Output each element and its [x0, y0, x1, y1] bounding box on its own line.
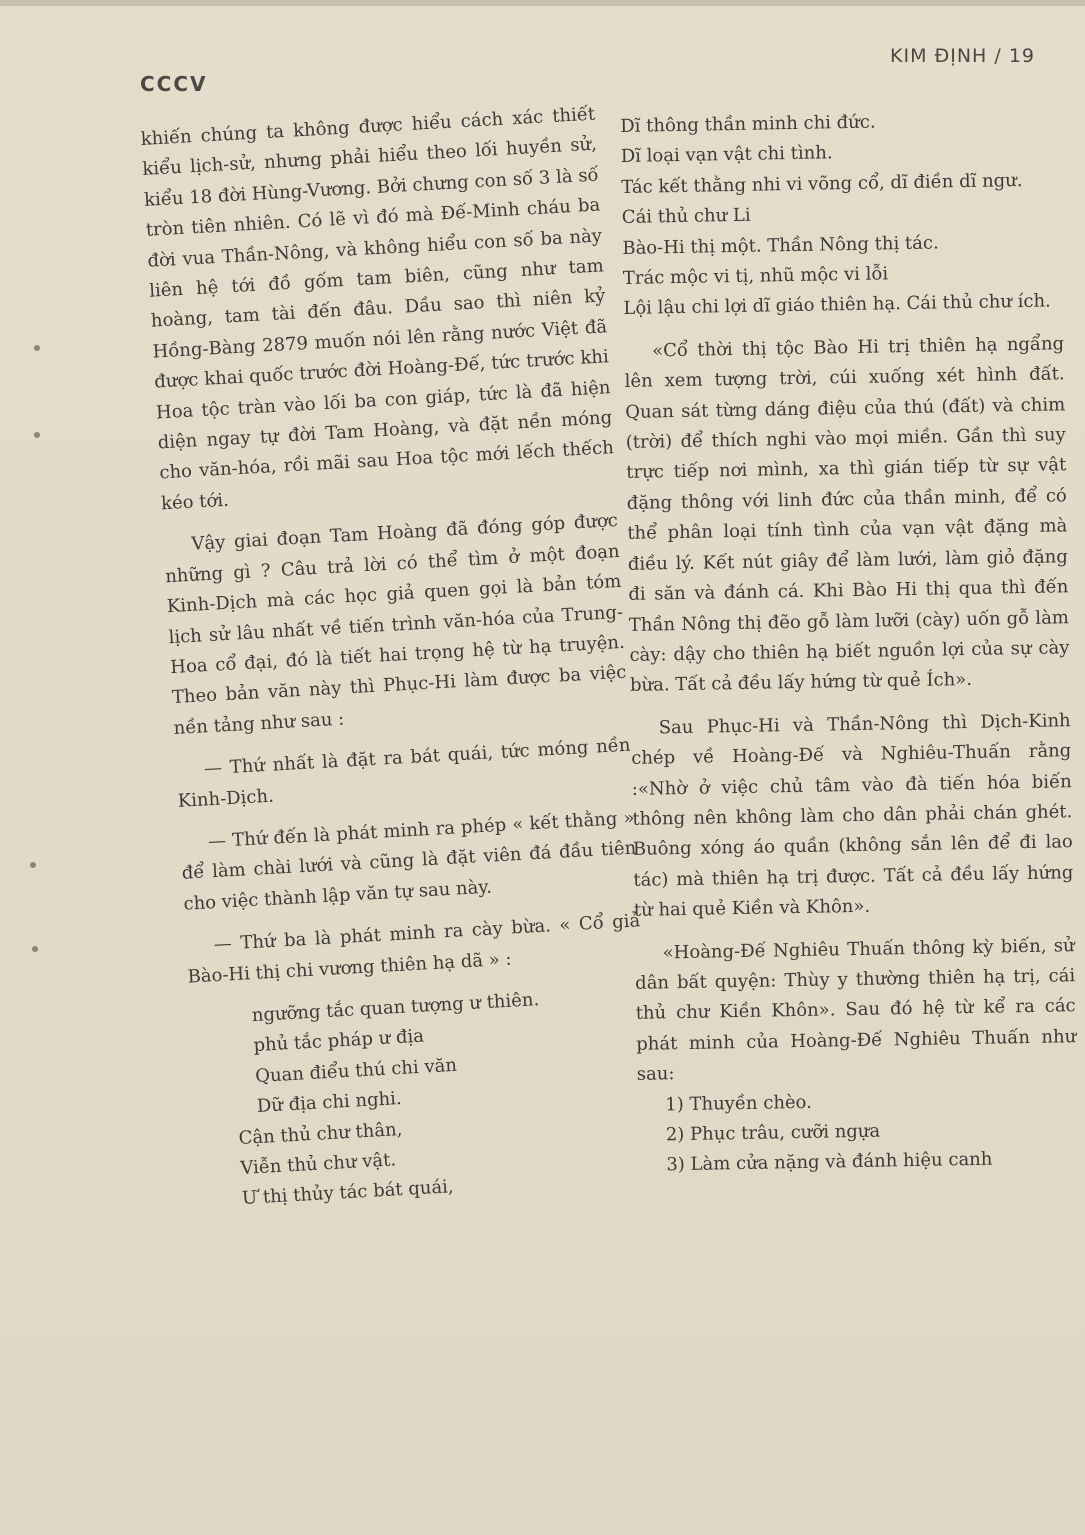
- verse-line: Cái thủ chư Li: [621, 204, 751, 229]
- verse-line: Viễn thủ chư vật.: [239, 1149, 397, 1180]
- list-item: 1) Thuyền chèo.: [665, 1091, 813, 1115]
- list-item: 3) Làm cửa nặng và đánh hiệu canh: [666, 1149, 993, 1176]
- verse-line: Bào-Hi thị một. Thần Nông thị tác.: [622, 232, 939, 259]
- verse-line: Dữ địa chi nghi.: [256, 1088, 403, 1118]
- paragraph: Vậy giai đoạn Tam Hoàng đã đóng góp được những gì ? Câu trả lời có thể tìm ở một đoạn Kinh-Dịch mà các học giả quen gọi là bản tóm lịch sử lâu nhất về tiến trình văn-hóa của Trung-Hoa cổ đại, đó là tiết hai trọng hệ từ hạ truyện. Theo bản văn này thì Phục-Hi làm được ba việc nền tảng như sau :: [164, 510, 627, 739]
- verse-line: Trác mộc vi tị, nhũ mộc vi lỗi: [622, 263, 889, 290]
- verse-line: Quan điểu thú chi văn: [254, 1054, 458, 1087]
- bind-hole-mark: [32, 946, 38, 952]
- verse-line: Lội lậu chi lợi dĩ giáo thiên hạ. Cái thủ chư ích.: [623, 290, 1052, 320]
- verse-line: Dĩ loại vạn vật chi tình.: [620, 142, 833, 168]
- right-column: [620, 104, 1079, 1181]
- page-code: CCCV: [140, 72, 208, 96]
- verse-line: Ư thị thủy tác bát quái,: [241, 1176, 455, 1210]
- bind-hole-mark: [34, 432, 40, 438]
- paragraph: Sau Phục-Hi và Thần-Nông thì Dịch-Kinh chép về Hoàng-Đế và Nghiêu-Thuấn rằng :«Nhờ ở việc chủ tâm vào đà tiến hóa biến thông nên không làm cho dân phải chán ghét. Buông xóng áo quần (không sắn lên để đi lao tác) mà thiên hạ trị được. Tất cả đều lấy hứng từ hai quẻ Kiền và Khôn».: [631, 709, 1074, 922]
- running-head: KIM ĐỊNH / 19: [890, 45, 1035, 67]
- list-paragraph: — Thứ ba là phát minh ra cày bừa. « Cổ giả Bào-Hi thị chi vương thiên hạ dã » :: [187, 910, 641, 988]
- list-paragraph: — Thứ đến là phát minh ra phép « kết thằng » để làm chài lưới và cũng là đặt viên đá đầu tiên cho việc thành lập văn tự sau này.: [181, 807, 637, 915]
- paragraph: khiến chúng ta không được hiểu cách xác thiết kiểu lịch-sử, nhưng phải hiểu theo lối huyền sử, kiểu 18 đời Hùng-Vương. Bởi chưng con số 3 là số tròn tiên nhiên. Có lẽ vì đó mà Đế-Minh cháu ba đời vua Thần-Nông, và không hiểu con số ba này liên hệ tới đồ gốm tam biên, cũng như tam hoàng, tam tài đến đâu. Dầu sao thì niên kỷ Hồng-Bàng 2879 muốn nói lên rằng nước Việt đã được khai quốc trước đời Hoàng-Đế, tức trước khi Hoa tộc tràn vào lối ba con giáp, tức là đã hiện diện ngay tự đời Tam Hoàng, và đặt nền móng cho văn-hóa, rồi mãi sau Hoa tộc mới lếch thếch kéo tới.: [140, 103, 615, 515]
- paragraph: «Cổ thời thị tộc Bào Hi trị thiên hạ ngẩng lên xem tượng trời, cúi xuống xét hình đất. Quan sát từng dáng điệu của thú (đất) và chim (trời) để thích nghi vào mọi miền. Gần thì suy trực tiếp nơi mình, xa thì gián tiếp từ sự vật đặng thông với linh đức của thần minh, để có thể phân loại tính tình của vạn vật đặng mà điều lý. Kết nút giây để làm lưới, làm giỏ đặng đi săn và đánh cá. Khi Bào Hi thị qua thì đến Thần Nông thị đẽo gỗ làm lưỡi (cày) uốn gỗ làm cày: dậy cho thiên hạ biết nguồn lợi của sự cày bừa. Tất cả đều lấy hứng từ quẻ Ích».: [624, 333, 1070, 697]
- bind-hole-mark: [34, 345, 40, 351]
- verse-line: ngưỡng tắc quan tượng ư thiên.: [251, 989, 540, 1027]
- verse-line: Dĩ thông thần minh chi đức.: [620, 111, 876, 137]
- paragraph: «Hoàng-Đế Nghiêu Thuấn thông kỳ biến, sử dân bất quyện: Thùy y thường thiên hạ trị, cái thủ chư Kiền Khôn». Sau đó hệ từ kể ra các phát minh của Hoàng-Đế Nghiêu Thuấn như sau:: [635, 934, 1077, 1086]
- list-paragraph: — Thứ nhất là đặt ra bát quái, tức móng nền Kinh-Dịch.: [177, 734, 631, 812]
- bind-hole-mark: [30, 862, 36, 868]
- list-item: 2) Phục trâu, cưỡi ngựa: [665, 1120, 881, 1146]
- verse-block: [189, 979, 655, 1217]
- left-column: [140, 100, 655, 1218]
- verse-line: phủ tắc pháp ư địa: [253, 1025, 425, 1057]
- page-top-edge: [0, 0, 1085, 6]
- verse-line: Tác kết thằng nhi vi võng cổ, dĩ điền dĩ ngư.: [621, 169, 1023, 198]
- verse-line: Cận thủ chư thân,: [238, 1118, 403, 1149]
